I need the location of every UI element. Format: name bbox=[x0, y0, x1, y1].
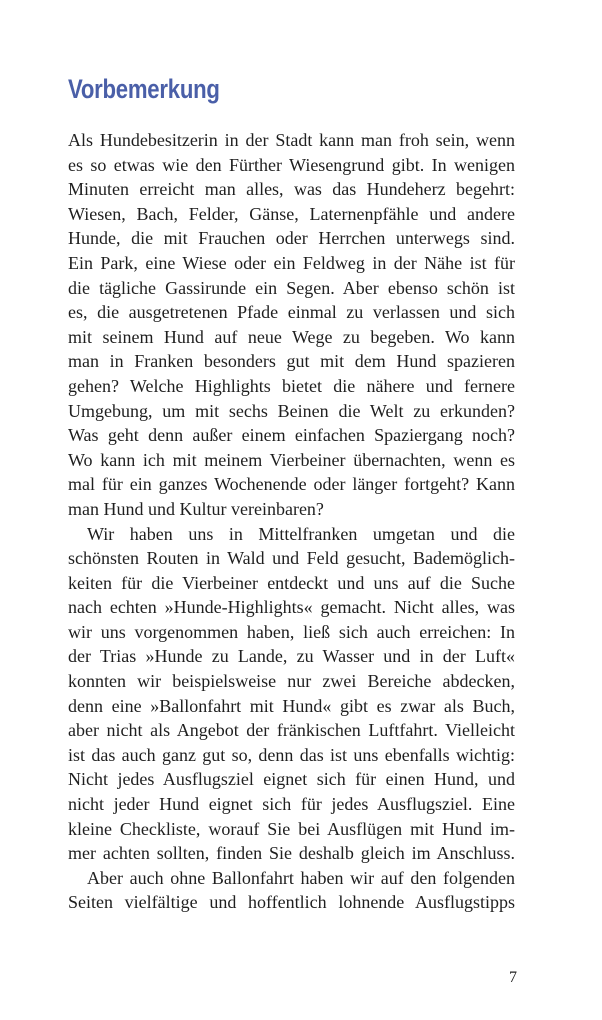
text-line: Als Hundebesitzerin in der Stadt kann man froh sein, wenn bbox=[68, 130, 515, 150]
text-line: man Hund und Kultur vereinbaren? bbox=[68, 498, 324, 519]
text-line: der Trias »Hunde zu Lande, zu Wasser und in der Luft« bbox=[68, 646, 515, 667]
text-line: keiten für die Vierbeiner entdeckt und uns auf die Suche bbox=[68, 572, 515, 593]
text-line: aber nicht als Angebot der fränkischen Luftfahrt. Vielleicht bbox=[68, 720, 515, 741]
text-line: es, die ausgetretenen Pfade einmal zu verlassen und sich bbox=[68, 302, 515, 323]
section-heading: Vorbemerkung bbox=[68, 74, 220, 104]
text-line: nicht jeder Hund eignet sich für jedes Ausflugsziel. Eine bbox=[68, 794, 515, 815]
text-line: Ein Park, eine Wiese oder ein Feldweg in der Nähe ist für bbox=[68, 252, 515, 273]
text-line: Hunde, die mit Frauchen oder Herrchen unterwegs sind. bbox=[68, 228, 515, 249]
text-line: ist das auch ganz gut so, denn das ist uns ebenfalls wichtig: bbox=[68, 744, 515, 765]
text-line: es so etwas wie den Fürther Wiesengrund gibt. In wenigen bbox=[68, 154, 515, 175]
text-line: gehen? Welche Highlights bietet die nähere und fernere bbox=[68, 375, 515, 396]
text-line: Was geht denn außer einem einfachen Spaziergang noch? bbox=[68, 425, 515, 446]
text-line: kleine Checkliste, worauf Sie bei Ausflügen mit Hund im- bbox=[68, 818, 515, 839]
text-line: mit seinem Hund auf neue Wege zu begeben. Wo kann bbox=[68, 326, 515, 347]
text-line: wir uns vorgenommen haben, ließ sich auch erreichen: In bbox=[68, 621, 515, 642]
text-line: nach echten »Hunde-Highlights« gemacht. Nicht alles, was bbox=[68, 597, 515, 618]
text-line: mal für ein ganzes Wochenende oder länger fortgeht? Kann bbox=[68, 474, 515, 495]
text-line: Nicht jedes Ausflugsziel eignet sich für einen Hund, und bbox=[68, 769, 515, 790]
text-line: mer achten sollten, finden Sie deshalb gleich im Anschluss. bbox=[68, 843, 515, 864]
text-line: Minuten erreicht man alles, was das Hundeherz begehrt: bbox=[68, 179, 515, 200]
text-line: Aber auch ohne Ballonfahrt haben wir auf den folgenden bbox=[87, 867, 515, 888]
text-line: Seiten vielfältige und hoffentlich lohnende Ausflugstipps bbox=[68, 892, 515, 913]
text-line: Umgebung, um mit sechs Beinen die Welt zu erkunden? bbox=[68, 400, 515, 421]
text-line: schönsten Routen in Wald und Feld gesucht, Bademöglich- bbox=[68, 548, 515, 569]
text-line: die tägliche Gassirunde ein Segen. Aber ebenso schön ist bbox=[68, 277, 515, 298]
text-line: denn eine »Ballonfahrt mit Hund« gibt es zwar als Buch, bbox=[68, 695, 515, 716]
text-line: konnten wir beispielsweise nur zwei Bereiche abdecken, bbox=[68, 671, 515, 692]
text-line: Wir haben uns in Mittelfranken umgetan und die bbox=[87, 523, 515, 544]
text-line: Wiesen, Bach, Felder, Gänse, Laternenpfähle und andere bbox=[68, 203, 515, 224]
page-number: 7 bbox=[509, 969, 517, 986]
text-line: man in Franken besonders gut mit dem Hund spazieren bbox=[68, 351, 515, 372]
text-line: Wo kann ich mit meinem Vierbeiner übernachten, wenn es bbox=[68, 449, 515, 470]
body-text bbox=[68, 128, 515, 915]
